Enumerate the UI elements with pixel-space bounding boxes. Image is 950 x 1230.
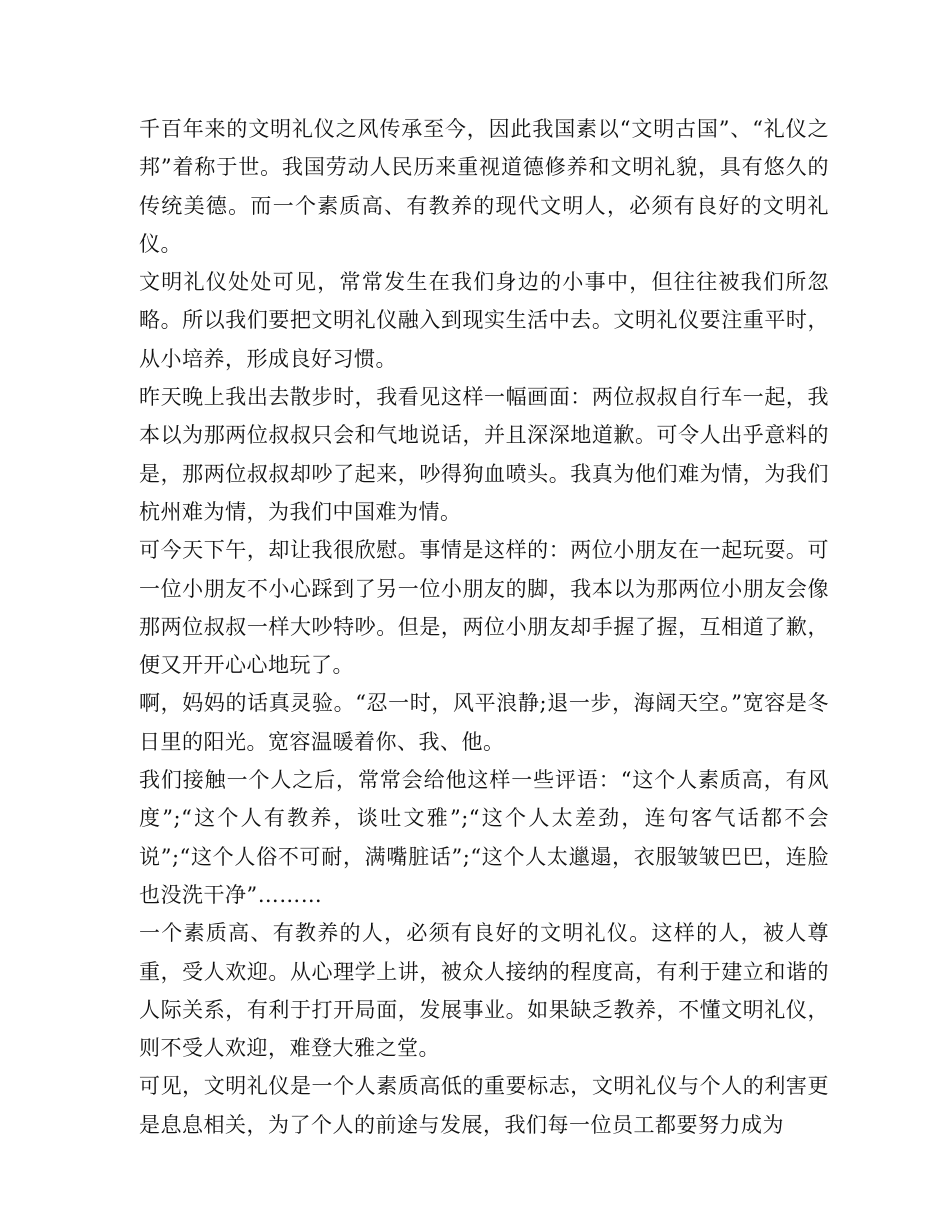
document-body xyxy=(139,110,829,1144)
paragraph-8: 可见，文明礼仪是一个人素质高低的重要标志，文明礼仪与个人的利害更是息息相关，为了个人的前途与发展，我们每一位员工都要努力成为 xyxy=(139,1074,829,1137)
paragraph-6: 我们接触一个人之后，常常会给他这样一些评语：“这个人素质高，有风度”;“这个人有教养，谈吐文雅”;“这个人太差劲，连句客气话都不会说”;“这个人俗不可耐，满嘴脏话”;“这个人太邋遢，衣服皱皱巴巴，连脸也没洗干净”……… xyxy=(139,768,829,907)
paragraph-3: 昨天晚上我出去散步时，我看见这样一幅画面：两位叔叔自行车一起，我本以为那两位叔叔只会和气地说话，并且深深地道歉。可令人出乎意料的是，那两位叔叔却吵了起来，吵得狗血喷头。我真为他们难为情，为我们杭州难为情，为我们中国难为情。 xyxy=(139,385,829,524)
paragraph-5: 啊，妈妈的话真灵验。“忍一时，风平浪静;退一步，海阔天空。”宽容是冬日里的阳光。宽容温暖着你、我、他。 xyxy=(139,691,829,754)
paragraph-4: 可今天下午，却让我很欣慰。事情是这样的：两位小朋友在一起玩耍。可一位小朋友不小心踩到了另一位小朋友的脚，我本以为那两位小朋友会像那两位叔叔一样大吵特吵。但是，两位小朋友却手握了握，互相道了歉，便又开开心心地玩了。 xyxy=(139,538,829,678)
paragraph-7: 一个素质高、有教养的人，必须有良好的文明礼仪。这样的人，被人尊重，受人欢迎。从心理学上讲，被众人接纳的程度高，有利于建立和谐的人际关系，有利于打开局面，发展事业。如果缺乏教养，不懂文明礼仪，则不受人欢迎，难登大雅之堂。 xyxy=(139,921,829,1061)
paragraph-2: 文明礼仪处处可见，常常发生在我们身边的小事中，但往往被我们所忽略。所以我们要把文明礼仪融入到现实生活中去。文明礼仪要注重平时，从小培养，形成良好习惯。 xyxy=(139,270,829,371)
paragraph-1: 千百年来的文明礼仪之风传承至今，因此我国素以“文明古国”、“礼仪之邦”着称于世。我国劳动人民历来重视道德修养和文明礼貌，具有悠久的传统美德。而一个素质高、有教养的现代文明人，必须有良好的文明礼仪。 xyxy=(139,117,829,256)
